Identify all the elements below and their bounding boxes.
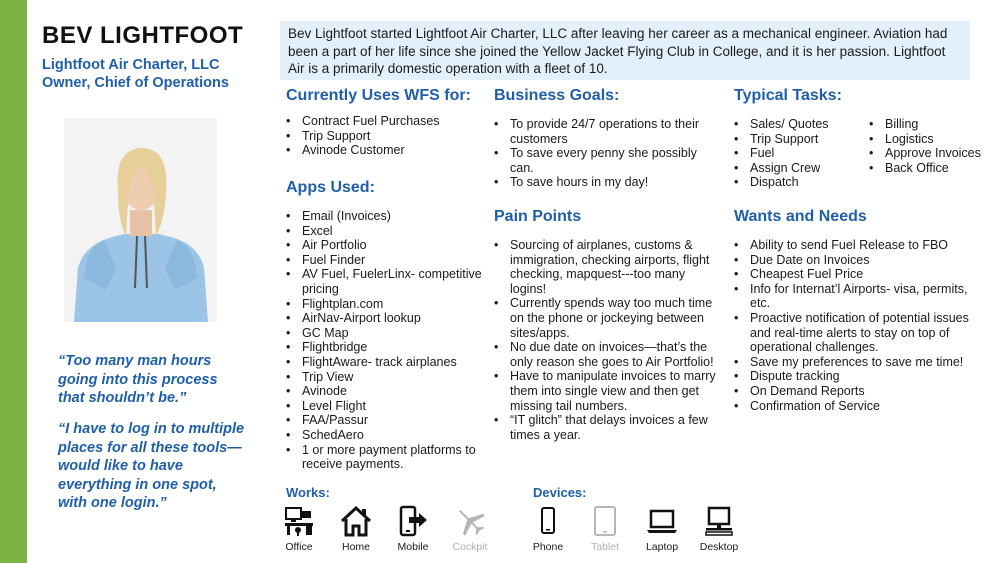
works-label: Mobile — [397, 541, 429, 553]
laptop-icon — [646, 505, 678, 537]
goals-heading: Business Goals: — [494, 87, 620, 104]
apps-heading: Apps Used: — [286, 179, 375, 196]
list-item: • Assign Crew — [734, 161, 864, 176]
mobile-icon — [397, 505, 429, 537]
goals-list — [494, 117, 719, 190]
list-item: • Dispute tracking — [734, 369, 974, 384]
list-item: • SchedAero — [286, 428, 486, 443]
list-item: • Sales/ Quotes — [734, 117, 864, 132]
list-item: • Proactive notification of potential issues and real-time alerts to stay on top of operational challenges. — [734, 311, 974, 355]
works-label: Cockpit — [452, 541, 488, 553]
list-item: • Fuel — [734, 146, 864, 161]
tasks-list-col1 — [734, 117, 864, 190]
list-item: • Info for Internat’l Airports- visa, permits, etc. — [734, 282, 974, 311]
list-item: • “IT glitch” that delays invoices a few times a year. — [494, 413, 719, 442]
list-item: • Currently spends way too much time on the phone or jockeying between sites/apps. — [494, 296, 719, 340]
list-item: • Air Portfolio — [286, 238, 486, 253]
list-item: • Save my preferences to save me time! — [734, 355, 974, 370]
airplane-icon — [454, 505, 486, 537]
list-item: • Trip View — [286, 370, 486, 385]
works-heading: Works: — [286, 485, 330, 500]
list-item: • Fuel Finder — [286, 253, 486, 268]
desktop-icon — [703, 505, 735, 537]
list-item: • No due date on invoices—that’s the only reason she goes to Air Portfolio! — [494, 340, 719, 369]
list-item: • FAA/Passur — [286, 413, 486, 428]
works-mobile — [383, 505, 443, 553]
tablet-icon — [589, 505, 621, 537]
list-item: • Due Date on Invoices — [734, 253, 974, 268]
list-item: • AirNav-Airport lookup — [286, 311, 486, 326]
list-item: • Email (Invoices) — [286, 209, 486, 224]
list-item: • Excel — [286, 224, 486, 239]
list-item: • Back Office — [869, 161, 997, 176]
list-item: • Approve Invoices — [869, 146, 997, 161]
device-desktop — [689, 505, 749, 553]
list-item: • 1 or more payment platforms to receive payments. — [286, 443, 486, 472]
company-name: Lightfoot Air Charter, LLC — [42, 57, 220, 73]
list-item: • Flightplan.com — [286, 297, 486, 312]
list-item: • Billing — [869, 117, 997, 132]
pain-list — [494, 238, 719, 442]
list-item: • Trip Support — [734, 132, 864, 147]
list-item: • Dispatch — [734, 175, 864, 190]
device-laptop — [632, 505, 692, 553]
list-item: • Logistics — [869, 132, 997, 147]
quote-2: “I have to log in to multiple places for all these tools—would like to have everything in one spot, with one login.” — [58, 421, 245, 511]
list-item: • Contract Fuel Purchases — [286, 114, 486, 129]
list-item: • GC Map — [286, 326, 486, 341]
list-item: • Confirmation of Service — [734, 399, 974, 414]
works-office — [269, 505, 329, 553]
list-item: • AV Fuel, FuelerLinx- competitive pricing — [286, 267, 486, 296]
tasks-list-col2 — [869, 117, 997, 175]
apps-list — [286, 209, 486, 472]
list-item: • To provide 24/7 operations to their customers — [494, 117, 719, 146]
persona-role: Owner, Chief of Operations — [42, 75, 229, 91]
list-item: • Ability to send Fuel Release to FBO — [734, 238, 974, 253]
works-label: Home — [341, 541, 370, 553]
persona-title — [42, 56, 229, 92]
list-item: • To save hours in my day! — [494, 175, 719, 190]
wfs-heading: Currently Uses WFS for: — [286, 87, 471, 104]
device-label: Laptop — [645, 541, 679, 553]
works-cockpit — [440, 505, 500, 553]
device-phone — [518, 505, 578, 553]
works-home — [326, 505, 386, 553]
phone-icon — [532, 505, 564, 537]
pain-heading: Pain Points — [494, 208, 582, 225]
wants-heading: Wants and Needs — [734, 208, 867, 225]
list-item: • Avinode — [286, 384, 486, 399]
devices-heading: Devices: — [533, 485, 587, 500]
list-item: • Avinode Customer — [286, 143, 486, 158]
quote-1: “Too many man hours going into this process that shouldn’t be.” — [58, 353, 218, 406]
office-icon — [283, 505, 315, 537]
wfs-list — [286, 114, 486, 158]
tasks-heading: Typical Tasks: — [734, 87, 842, 104]
list-item: • Have to manipulate invoices to marry them into single view and then get missing tail numbers. — [494, 369, 719, 413]
list-item: • On Demand Reports — [734, 384, 974, 399]
persona-bio: Bev Lightfoot started Lightfoot Air Charter, LLC after leaving her career as a mechanical engineer. Aviation had been a part of her life since she joined the Yellow Jacket Flying Club in College, and it is her passion. Lightfoot Air is a primarily domestic operation with a fleet of 10. — [280, 21, 970, 80]
list-item: • FlightAware- track airplanes — [286, 355, 486, 370]
list-item: • Sourcing of airplanes, customs & immigration, checking airports, flight checking, mapquest---too many logins! — [494, 238, 719, 296]
list-item: • To save every penny she possibly can. — [494, 146, 719, 175]
device-tablet — [575, 505, 635, 553]
left-accent-bar — [0, 0, 27, 563]
wants-list — [734, 238, 974, 413]
list-item: • Trip Support — [286, 129, 486, 144]
list-item: • Level Flight — [286, 399, 486, 414]
persona-photo — [64, 118, 217, 322]
home-icon — [340, 505, 372, 537]
list-item: • Cheapest Fuel Price — [734, 267, 974, 282]
device-label: Desktop — [699, 541, 739, 553]
persona-name: BEV LIGHTFOOT — [42, 22, 244, 49]
works-label: Office — [285, 541, 313, 553]
device-label: Tablet — [590, 541, 620, 553]
device-label: Phone — [532, 541, 564, 553]
list-item: • Flightbridge — [286, 340, 486, 355]
